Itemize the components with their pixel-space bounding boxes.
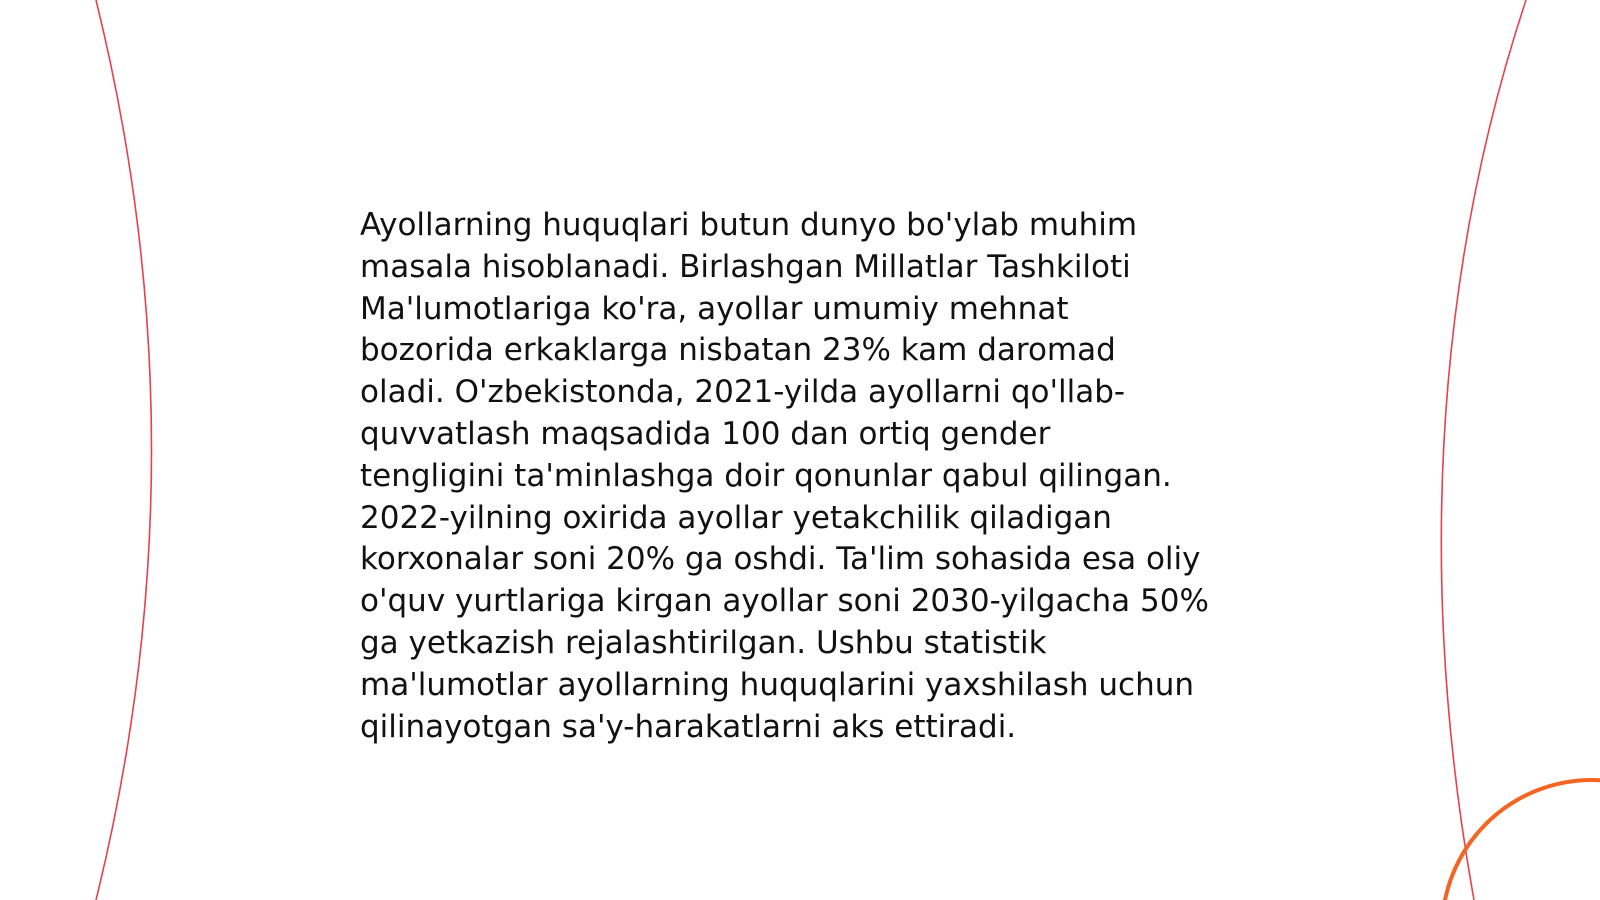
- orange-arc: [1442, 780, 1600, 900]
- left-red-curve: [96, 0, 152, 900]
- right-red-curve: [1441, 0, 1526, 900]
- body-paragraph: Ayollarning huquqlari butun dunyo bo'ylab muhim masala hisoblanadi. Birlashgan Millatlar Tashkiloti Ma'lumotlariga ko'ra, ayollar umumiy mehnat bozorida erkaklarga nisbatan 23% kam daromad oladi. O'zbekistonda, 2021-yilda ayollarni qo'llab- quvvatlash maqsadida 100 dan ortiq gender tengligini ta'minlashga doir qonunlar qabul qilingan. 2022-yilning oxirida ayollar yetakchilik qiladigan korxonalar soni 20% ga oshdi. Ta'lim sohasida esa oliy o'quv yurtlariga kirgan ayollar soni 2030-yilgacha 50% ga yetkazish rejalashtirilgan. Ushbu statistik ma'lumotlar ayollarning huquqlarini yaxshilash uchun qilinayotgan sa'y-harakatlarni aks ettiradi.: [360, 207, 1209, 745]
